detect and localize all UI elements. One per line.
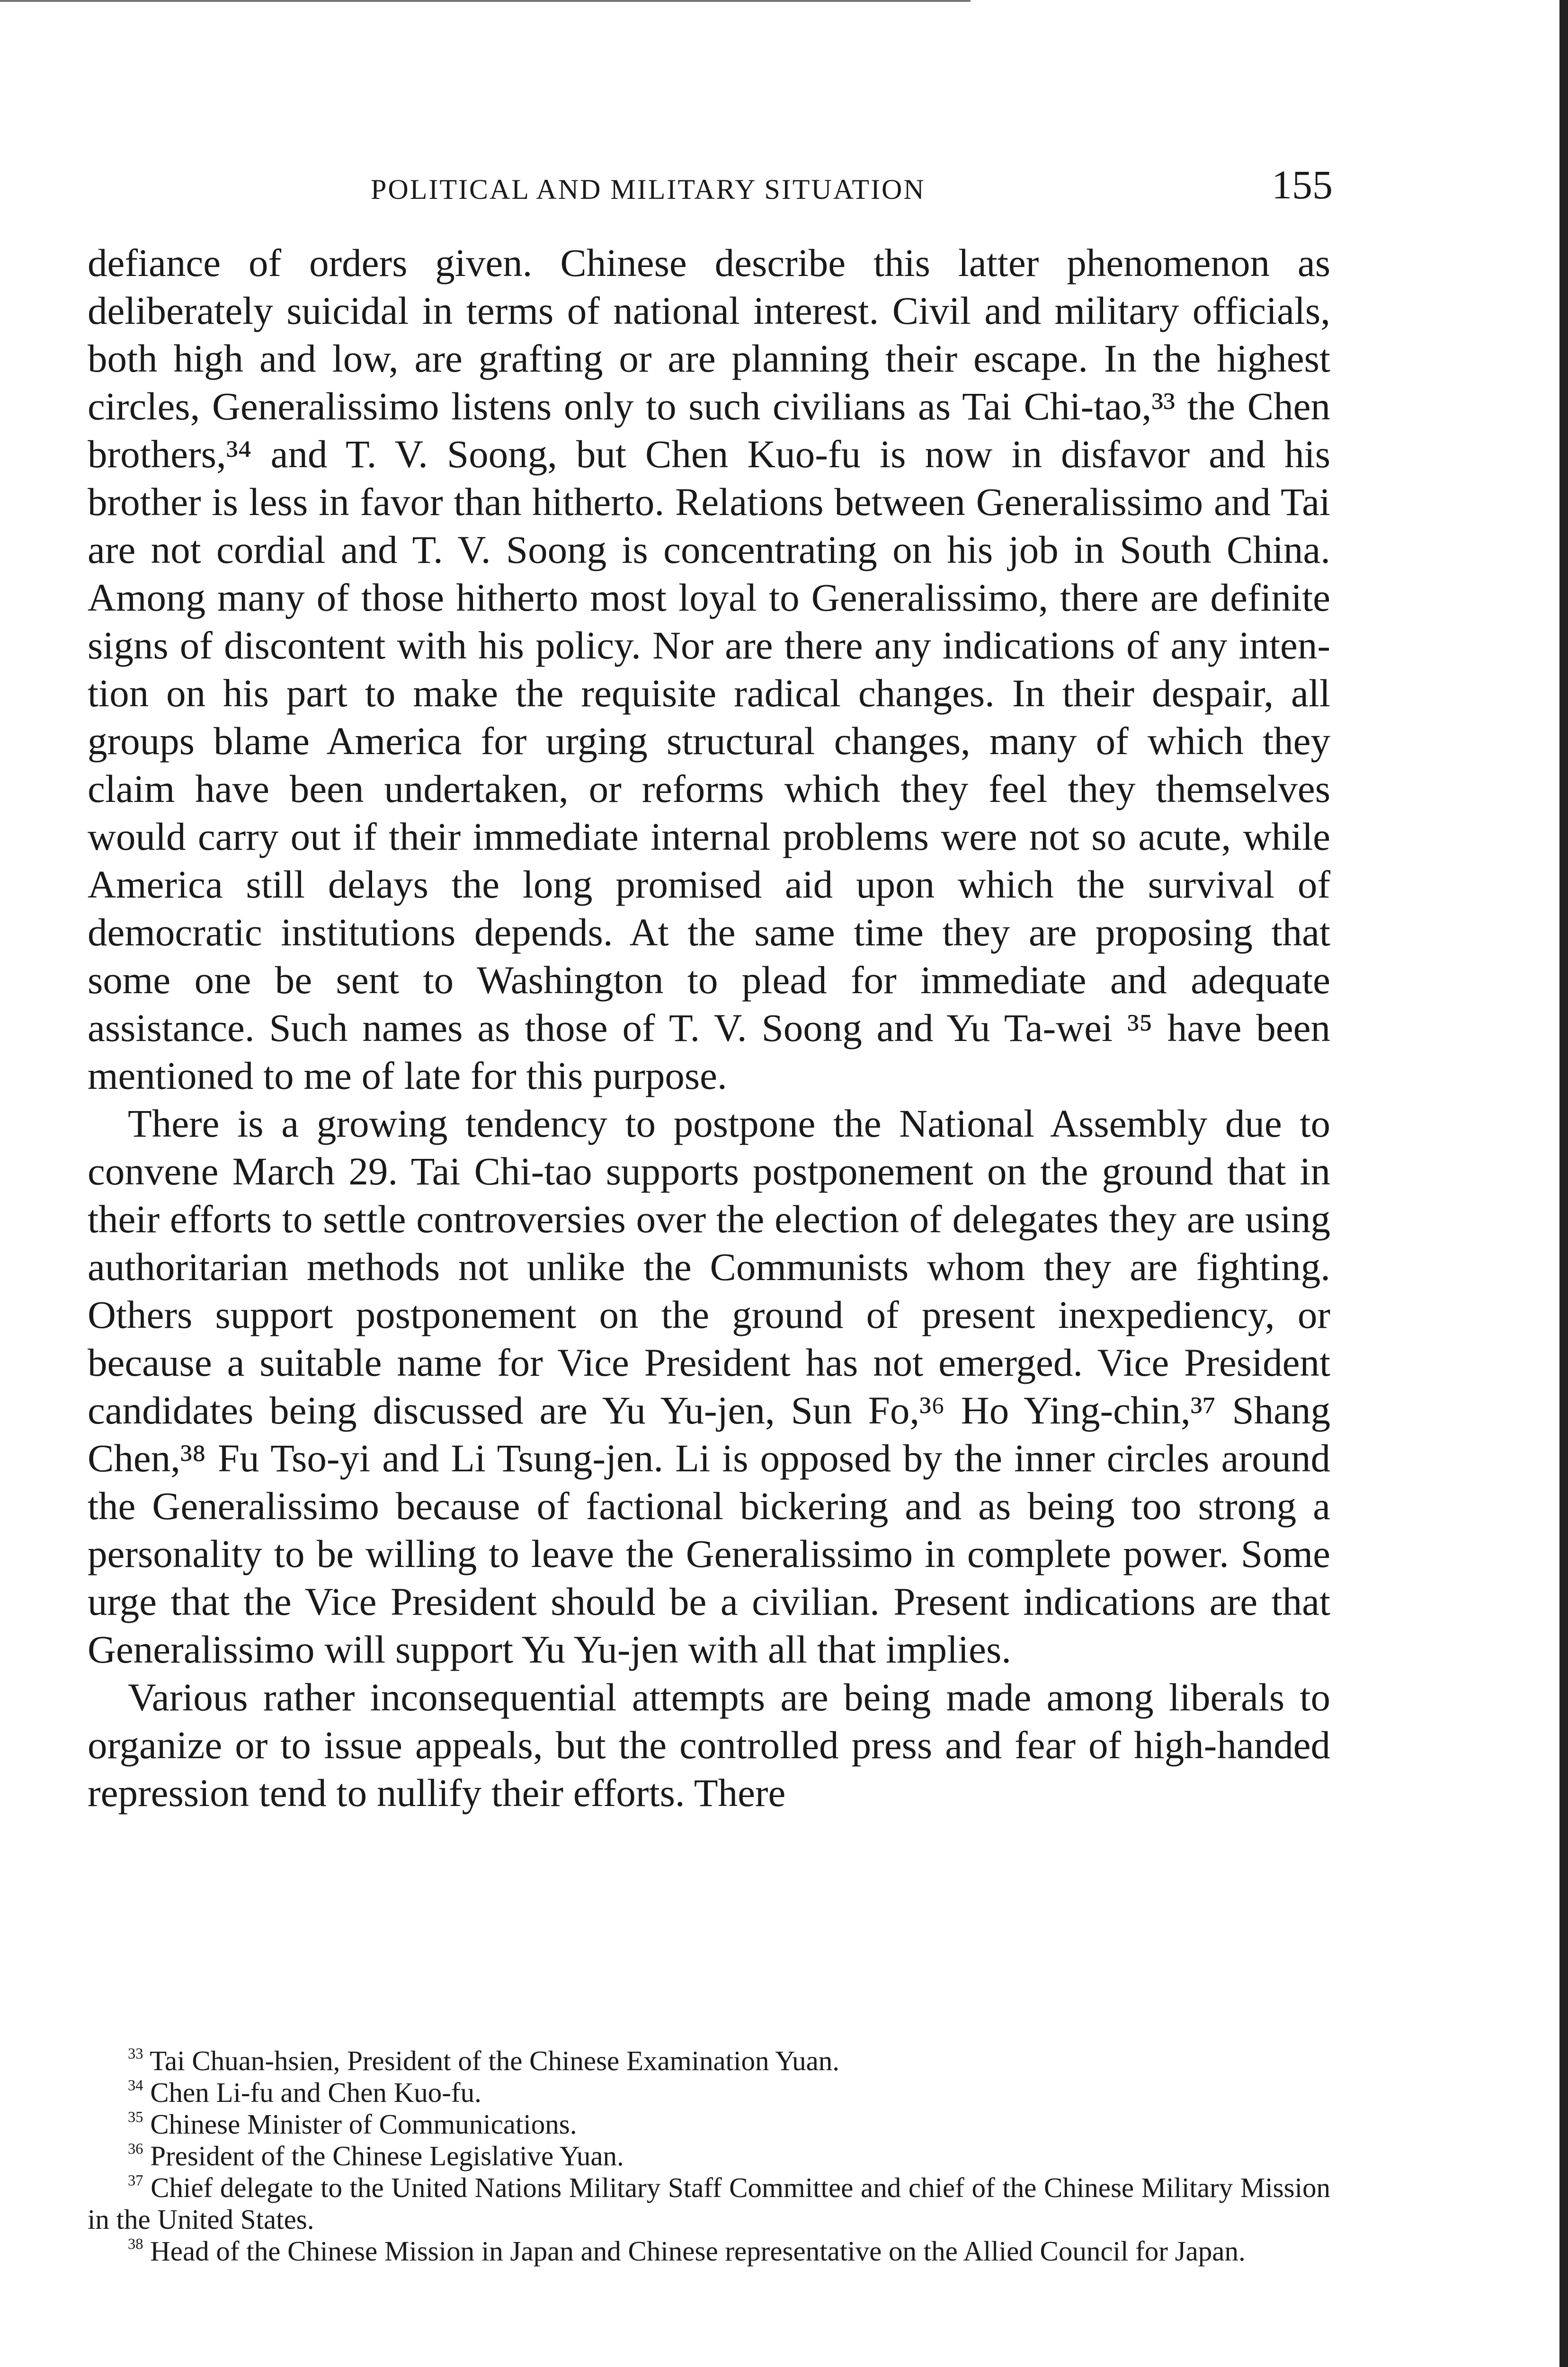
paragraph-national-assembly: There is a growing tendency to postpone the National Assembly due to convene March 29. Tai Chi-tao supports postponement on the ground that in their efforts to settle controversies over the election of delegates they are using authoritarian methods not unlike the Communists whom they are fighting. Others support postponement on the ground of present inexpediency, or because a suitable name for Vice President has not emerged. Vice President candidates being discussed are Yu Yu-jen, Sun Fo,³⁶ Ho Ying-chin,³⁷ Shang Chen,³⁸ Fu Tso-yi and Li Tsung-jen. Li is opposed by the inner circles around the Generalissimo because of factional bickering and as being too strong a personality to be willing to leave the Generalissimo in complete power. Some urge that the Vice President should be a civilian. Present indications are that Generalissimo will support Yu Yu-jen with all that implies. xyxy=(88,1102,1330,1671)
footnote-text: Chief delegate to the United Nations Military Staff Committee and chief of the Chinese Military Mission in the United States. xyxy=(88,2172,1330,2235)
running-head: POLITICAL AND MILITARY SITUATION xyxy=(371,174,926,205)
footnote xyxy=(88,2045,1330,2077)
footnote-text: Tai Chuan-hsien, President of the Chinese Examination Yuan. xyxy=(150,2045,840,2076)
footnote-text: Chen Li-fu and Chen Kuo-fu. xyxy=(150,2077,481,2108)
page-header xyxy=(88,161,1333,213)
footnote-text: President of the Chinese Legislative Yuan. xyxy=(150,2140,624,2171)
footnote-text: Head of the Chinese Mission in Japan and Chinese representative on the Allied Council for Japan. xyxy=(150,2235,1246,2267)
footnote-marker: 33 xyxy=(128,2045,143,2063)
scan-edge xyxy=(1559,0,1568,2367)
footnote xyxy=(88,2172,1330,2235)
footnote xyxy=(88,2140,1330,2172)
footnote-marker: 38 xyxy=(128,2235,143,2253)
paragraph-continued: defiance of orders given. Chinese describe this latter phenomenon as deliberately suicidal in terms of national interest. Civil and military officials, both high and low, are grafting or are planning their escape. In the highest circles, Generalissimo listens only to such civilians as Tai Chi-tao,³³ the Chen brothers,³⁴ and T. V. Soong, but Chen Kuo-fu is now in disfavor and his brother is less in favor than hitherto. Relations between Generalissimo and Tai are not cordial and T. V. Soong is concentrating on his job in South China. Among many of those hitherto most loyal to Generalissimo, there are definite signs of discontent with his policy. Nor are there any indications of any intention on his part to make the requisite radical changes. In their despair, all groups blame America for urging structural changes, many of which they claim have been undertaken, or reforms which they feel they themselves would carry out if their immediate internal problems were not so acute, while America still delays the long promised aid upon which the survival of democratic institutions depends. At the same time they are proposing that some one be sent to Washington to plead for immediate and adequate assistance. Such names as those of T. V. Soong and Yu Ta-wei ³⁵ have been mentioned to me of late for this purpose. xyxy=(88,241,1330,1097)
footnote xyxy=(88,2235,1330,2267)
footnote-marker: 35 xyxy=(128,2109,143,2126)
paragraph-liberals: Various rather inconsequential attempts are being made among liberals to organize or to issue appeals, but the controlled press and fear of high-handed repression tend to nullify their efforts. There xyxy=(88,1675,1330,1815)
footnote-marker: 34 xyxy=(128,2077,143,2094)
page-number: 155 xyxy=(1272,162,1333,207)
footnote xyxy=(88,2109,1330,2140)
footnote xyxy=(88,2077,1330,2109)
footnotes xyxy=(88,2045,1330,2267)
footnote-marker: 36 xyxy=(128,2140,143,2158)
top-rule xyxy=(0,0,971,2)
footnote-text: Chinese Minister of Communications. xyxy=(150,2109,577,2140)
footnote-marker: 37 xyxy=(128,2172,143,2189)
body-text xyxy=(88,239,1330,1817)
